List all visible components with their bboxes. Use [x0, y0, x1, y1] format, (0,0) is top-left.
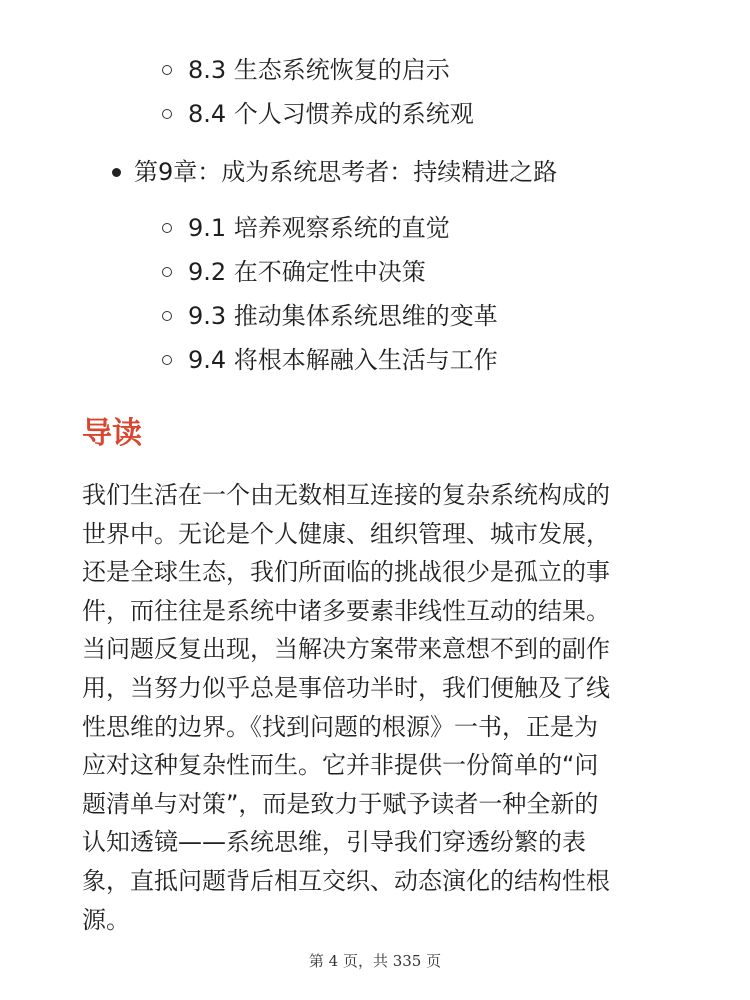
toc-item-9-3 [0, 294, 750, 338]
toc-item-label: 8.3 生态系统恢复的启示 [188, 56, 450, 84]
intro-paragraph [82, 476, 672, 939]
toc-item-label: 9.1 培养观察系统的直觉 [188, 214, 450, 242]
hollow-bullet-icon [162, 65, 172, 75]
paragraph-line: 题清单与对策”，而是致力于赋予读者一种全新的 [82, 789, 599, 818]
paragraph-line: 性思维的边界。《找到问题的根源》一书，正是为 [82, 712, 598, 741]
toc-item-label: 9.2 在不确定性中决策 [188, 258, 426, 286]
toc-item-8-4 [0, 92, 750, 136]
paragraph-line: 源。 [82, 905, 130, 934]
toc-item-label: 9.3 推动集体系统思维的变革 [188, 302, 498, 330]
section-heading-intro: 导读 [82, 416, 142, 451]
paragraph-line: 我们生活在一个由无数相互连接的复杂系统构成的 [82, 481, 610, 509]
toc-item-label: 8.4 个人习惯养成的系统观 [188, 100, 474, 128]
toc-item-9-4 [0, 338, 750, 382]
page-number-footer: 第 4 页，共 335 页 [308, 952, 442, 970]
toc-chapter-label: 第9章：成为系统思考者：持续精进之路 [134, 158, 558, 186]
toc-item-8-3 [0, 48, 750, 92]
hollow-bullet-icon [162, 109, 172, 119]
hollow-bullet-icon [162, 223, 172, 233]
paragraph-line: 件，而往往是系统中诸多要素非线性互动的结果。 [82, 596, 610, 625]
toc-chapter-9 [0, 142, 750, 202]
toc-item-9-2 [0, 250, 750, 294]
hollow-bullet-icon [162, 267, 172, 277]
paragraph-line: 用，当努力似乎总是事倍功半时，我们便触及了线 [82, 673, 610, 702]
toc-item-label: 9.4 将根本解融入生活与工作 [188, 346, 498, 374]
hollow-bullet-icon [162, 355, 172, 365]
paragraph-line: 还是全球生态，我们所面临的挑战很少是孤立的事 [82, 558, 610, 587]
paragraph-line: 当问题反复出现，当解决方案带来意想不到的副作 [82, 635, 610, 664]
paragraph-line: 象，直抵问题背后相互交织、动态演化的结构性根 [82, 866, 610, 895]
filled-bullet-icon [112, 168, 121, 177]
hollow-bullet-icon [162, 311, 172, 321]
paragraph-line: 世界中。无论是个人健康、组织管理、城市发展， [82, 519, 610, 548]
paragraph-line: 认知透镜——系统思维，引导我们穿透纷繁的表 [82, 828, 586, 857]
paragraph-line: 应对这种复杂性而生。它并非提供一份简单的“问 [82, 751, 599, 780]
toc-item-9-1 [0, 206, 750, 250]
table-of-contents [0, 48, 750, 382]
